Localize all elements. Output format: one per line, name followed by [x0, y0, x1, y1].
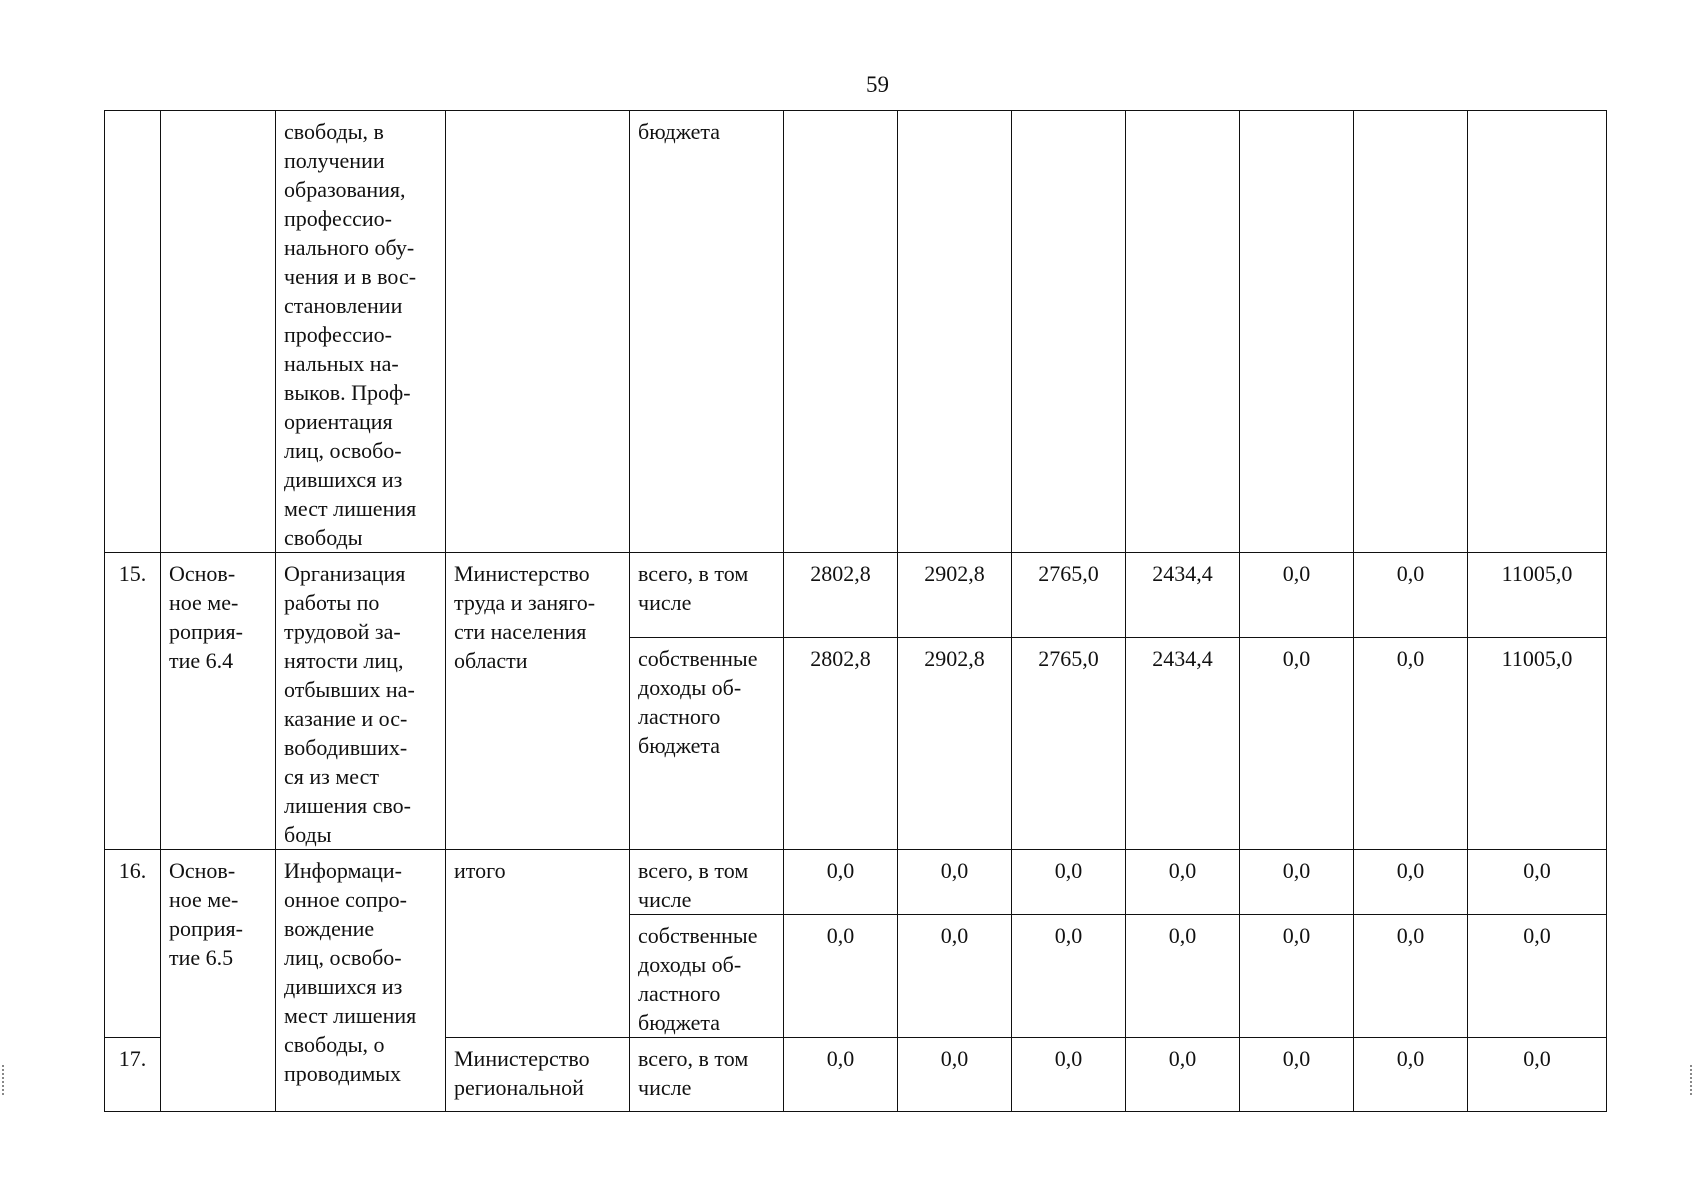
cell-text-line: всего, в том [638, 1046, 749, 1071]
cell-text-line: ластного [638, 704, 721, 730]
cell-text-line: казание и ос- [284, 706, 408, 731]
cell-text-line: нятости лиц, [284, 648, 404, 673]
cell-text-line: сти населения [454, 619, 587, 644]
cell-text-line: мест лишения [284, 1003, 417, 1028]
cell-text-line: доходы об- [638, 675, 742, 701]
cell-value: 2802,8 [784, 638, 898, 850]
cell-value: 2434,4 [1126, 638, 1240, 850]
cell-text-line: региональной [454, 1075, 584, 1100]
cell-funding-source [630, 915, 784, 1038]
cell-text-line: собственные [638, 923, 758, 948]
cell-value: 0,0 [1468, 1038, 1607, 1112]
cell-text-line: собственные [638, 646, 758, 672]
cell-text-line: свободы, о [284, 1032, 385, 1057]
row-number: 15. [105, 553, 161, 850]
cell-value [1126, 111, 1240, 553]
cell-text-line: тие 6.5 [169, 945, 234, 970]
row-number: 16. [105, 850, 161, 1038]
cell-value: 0,0 [1012, 915, 1126, 1038]
cell-type [161, 111, 276, 553]
cell-value [1354, 111, 1468, 553]
cell-value: 0,0 [1012, 850, 1126, 915]
cell-value: 0,0 [1240, 638, 1354, 850]
cell-text-line: боды [284, 822, 332, 847]
cell-value: 2902,8 [898, 638, 1012, 850]
cell-value: 0,0 [1240, 553, 1354, 638]
table-row-continuation [105, 111, 1607, 553]
cell-text-line: выков. Проф- [284, 380, 411, 405]
cell-text-line: профессио- [284, 206, 392, 231]
cell-executor [446, 111, 630, 553]
cell-value: 0,0 [1126, 1038, 1240, 1112]
cell-value: 11005,0 [1468, 638, 1607, 850]
cell-value [898, 111, 1012, 553]
page-number: 59 [866, 72, 889, 97]
scan-edge-mark-left [2, 1065, 6, 1095]
cell-text-line: Министерство [454, 561, 590, 586]
cell-text-line: дившихся из [284, 467, 403, 492]
cell-type [161, 553, 276, 850]
budget-table [104, 110, 1607, 1112]
cell-text-line: трудовой за- [284, 619, 401, 644]
cell-value: 0,0 [898, 850, 1012, 915]
cell-text-line: бюджета [638, 119, 721, 144]
cell-text-line: числе [638, 1075, 692, 1100]
cell-value: 0,0 [1126, 915, 1240, 1038]
cell-funding-source [630, 850, 784, 915]
cell-text-line: лиц, освобо- [284, 438, 402, 463]
cell-text-line: становлении [284, 293, 403, 318]
cell-text-line: Основ- [169, 858, 236, 883]
cell-value: 0,0 [1012, 1038, 1126, 1112]
cell-funding-source [630, 553, 784, 638]
cell-value [1468, 111, 1607, 553]
cell-text-line: Министерство [454, 1046, 590, 1071]
cell-text-line: ориентация [284, 409, 393, 434]
cell-value: 2765,0 [1012, 553, 1126, 638]
cell-text-line: нального обу- [284, 235, 415, 260]
cell-text-line: онное сопро- [284, 887, 407, 912]
cell-value: 0,0 [1240, 850, 1354, 915]
cell-executor [446, 850, 630, 1038]
cell-value [784, 111, 898, 553]
cell-value: 0,0 [784, 850, 898, 915]
cell-value: 0,0 [1468, 915, 1607, 1038]
cell-text-line: доходы об- [638, 952, 742, 977]
cell-number [105, 111, 161, 553]
table-row-16-total [105, 850, 1607, 915]
row-number: 17. [105, 1038, 161, 1112]
cell-text-line: образования, [284, 177, 406, 202]
cell-text-line: ся из мест [284, 764, 379, 789]
cell-text-line: области [454, 648, 528, 673]
cell-text-line: профессио- [284, 322, 392, 347]
cell-funding-source [630, 1038, 784, 1112]
cell-text-line: ное ме- [169, 590, 239, 615]
cell-value: 0,0 [1354, 638, 1468, 850]
cell-value: 11005,0 [1468, 553, 1607, 638]
cell-value: 2434,4 [1126, 553, 1240, 638]
cell-value: 0,0 [1240, 915, 1354, 1038]
cell-text-line: мест лишения [284, 496, 417, 521]
cell-text-line: свободы [284, 525, 363, 550]
cell-text-line: отбывших на- [284, 677, 415, 702]
cell-text-line: вободивших- [284, 735, 408, 760]
cell-text-line: роприя- [169, 619, 243, 644]
cell-text-line: числе [638, 590, 692, 615]
cell-text-line: роприя- [169, 916, 243, 941]
cell-text-line: лиц, освобо- [284, 945, 402, 970]
cell-value: 0,0 [1240, 1038, 1354, 1112]
cell-value: 2902,8 [898, 553, 1012, 638]
cell-executor [446, 1038, 630, 1112]
cell-text-line: всего, в том [638, 561, 749, 586]
cell-text-line: бюджета [638, 733, 721, 759]
cell-text-line: лишения сво- [284, 793, 411, 818]
cell-text-line: свободы, в [284, 119, 384, 144]
cell-text-line: дившихся из [284, 974, 403, 999]
cell-value: 2765,0 [1012, 638, 1126, 850]
cell-value: 0,0 [784, 915, 898, 1038]
cell-text-line: ное ме- [169, 887, 239, 912]
cell-funding-source [630, 638, 784, 850]
cell-text-line: работы по [284, 590, 380, 615]
cell-text-line: труда и заняго- [454, 590, 596, 615]
cell-value: 0,0 [1354, 553, 1468, 638]
cell-text-line: числе [638, 887, 692, 912]
cell-value: 0,0 [784, 1038, 898, 1112]
cell-text-line: нальных на- [284, 351, 399, 376]
cell-executor [446, 553, 630, 850]
cell-value: 0,0 [1354, 850, 1468, 915]
cell-value: 0,0 [1354, 915, 1468, 1038]
cell-type [161, 850, 276, 1112]
cell-value [1240, 111, 1354, 553]
cell-funding-source [630, 111, 784, 553]
cell-text-line: Основ- [169, 561, 236, 586]
cell-text-line: бюджета [638, 1010, 721, 1035]
cell-value: 0,0 [1126, 850, 1240, 915]
cell-value: 0,0 [1468, 850, 1607, 915]
cell-text-line: всего, в том [638, 858, 749, 883]
cell-value [1012, 111, 1126, 553]
cell-value: 0,0 [1354, 1038, 1468, 1112]
cell-text-line: тие 6.4 [169, 648, 234, 673]
cell-text-line: чения и в вос- [284, 264, 417, 289]
cell-text-line: проводимых [284, 1061, 402, 1086]
cell-text-line: итого [454, 858, 506, 883]
cell-text-line: ластного [638, 981, 721, 1006]
cell-text-line: Организация [284, 561, 406, 586]
cell-text-line: вождение [284, 916, 375, 941]
cell-text-line: Информаци- [284, 858, 402, 883]
cell-text-line: получении [284, 148, 385, 173]
cell-description [276, 850, 446, 1112]
scan-edge-mark-right [1690, 1065, 1694, 1095]
cell-description [276, 553, 446, 850]
cell-value: 0,0 [898, 915, 1012, 1038]
table-row-15-total [105, 553, 1607, 638]
cell-description [276, 111, 446, 553]
cell-value: 2802,8 [784, 553, 898, 638]
cell-value: 0,0 [898, 1038, 1012, 1112]
